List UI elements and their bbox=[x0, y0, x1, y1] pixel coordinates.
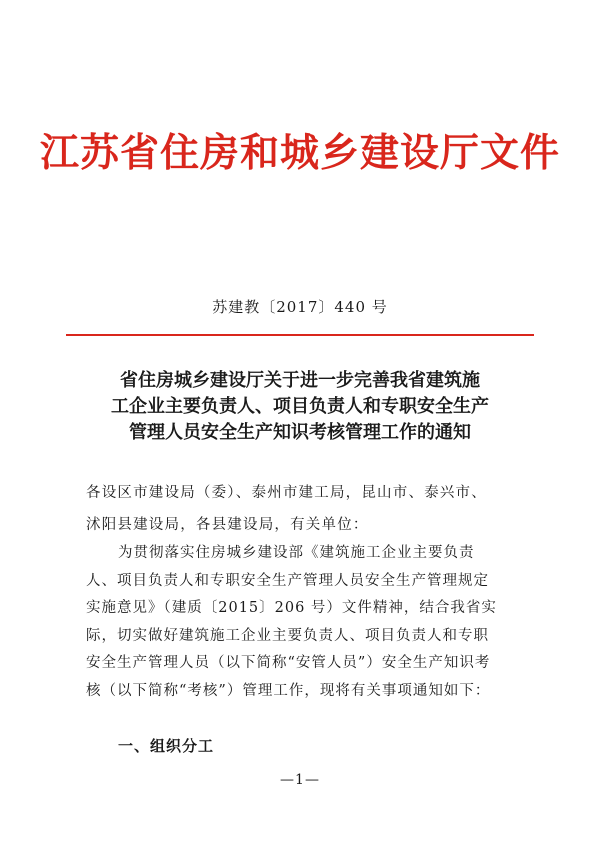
body-paragraph bbox=[86, 540, 526, 705]
document-header-title: 江苏省住房和城乡建设厅文件 bbox=[39, 130, 560, 176]
notice-title bbox=[60, 368, 540, 446]
page-number: —1— bbox=[280, 772, 320, 788]
body-line: 实施意见》（建质〔2015〕206 号）文件精神，结合我省实 bbox=[86, 600, 497, 616]
notice-title-line: 管理人员安全生产知识考核管理工作的通知 bbox=[129, 422, 471, 443]
body-line: 为贯彻落实住房城乡建设部《建筑施工企业主要负责 bbox=[118, 545, 475, 561]
document-number: 苏建教〔2017〕440 号 bbox=[212, 298, 388, 316]
body-line: 安全生产管理人员（以下简称“安管人员”）安全生产知识考 bbox=[86, 655, 491, 671]
section-heading: 一、组织分工 bbox=[118, 737, 215, 755]
body-line: 际，切实做好建筑施工企业主要负责人、项目负责人和专职 bbox=[86, 627, 489, 644]
notice-title-line: 省住房城乡建设厅关于进一步完善我省建筑施 bbox=[120, 370, 480, 391]
addressee-line: 各设区市建设局（委）、泰州市建工局，昆山市、泰兴市、 bbox=[86, 485, 487, 501]
addressee-block bbox=[86, 477, 526, 541]
notice-title-line: 工企业主要负责人、项目负责人和专职安全生产 bbox=[111, 396, 489, 417]
red-divider-line bbox=[66, 334, 534, 336]
body-line: 人、项目负责人和专职安全生产管理人员安全生产管理规定 bbox=[86, 572, 489, 589]
addressee-line: 沭阳县建设局，各县建设局，有关单位： bbox=[86, 517, 369, 533]
body-line: 核（以下简称“考核”）管理工作，现将有关事项通知如下： bbox=[86, 682, 491, 699]
